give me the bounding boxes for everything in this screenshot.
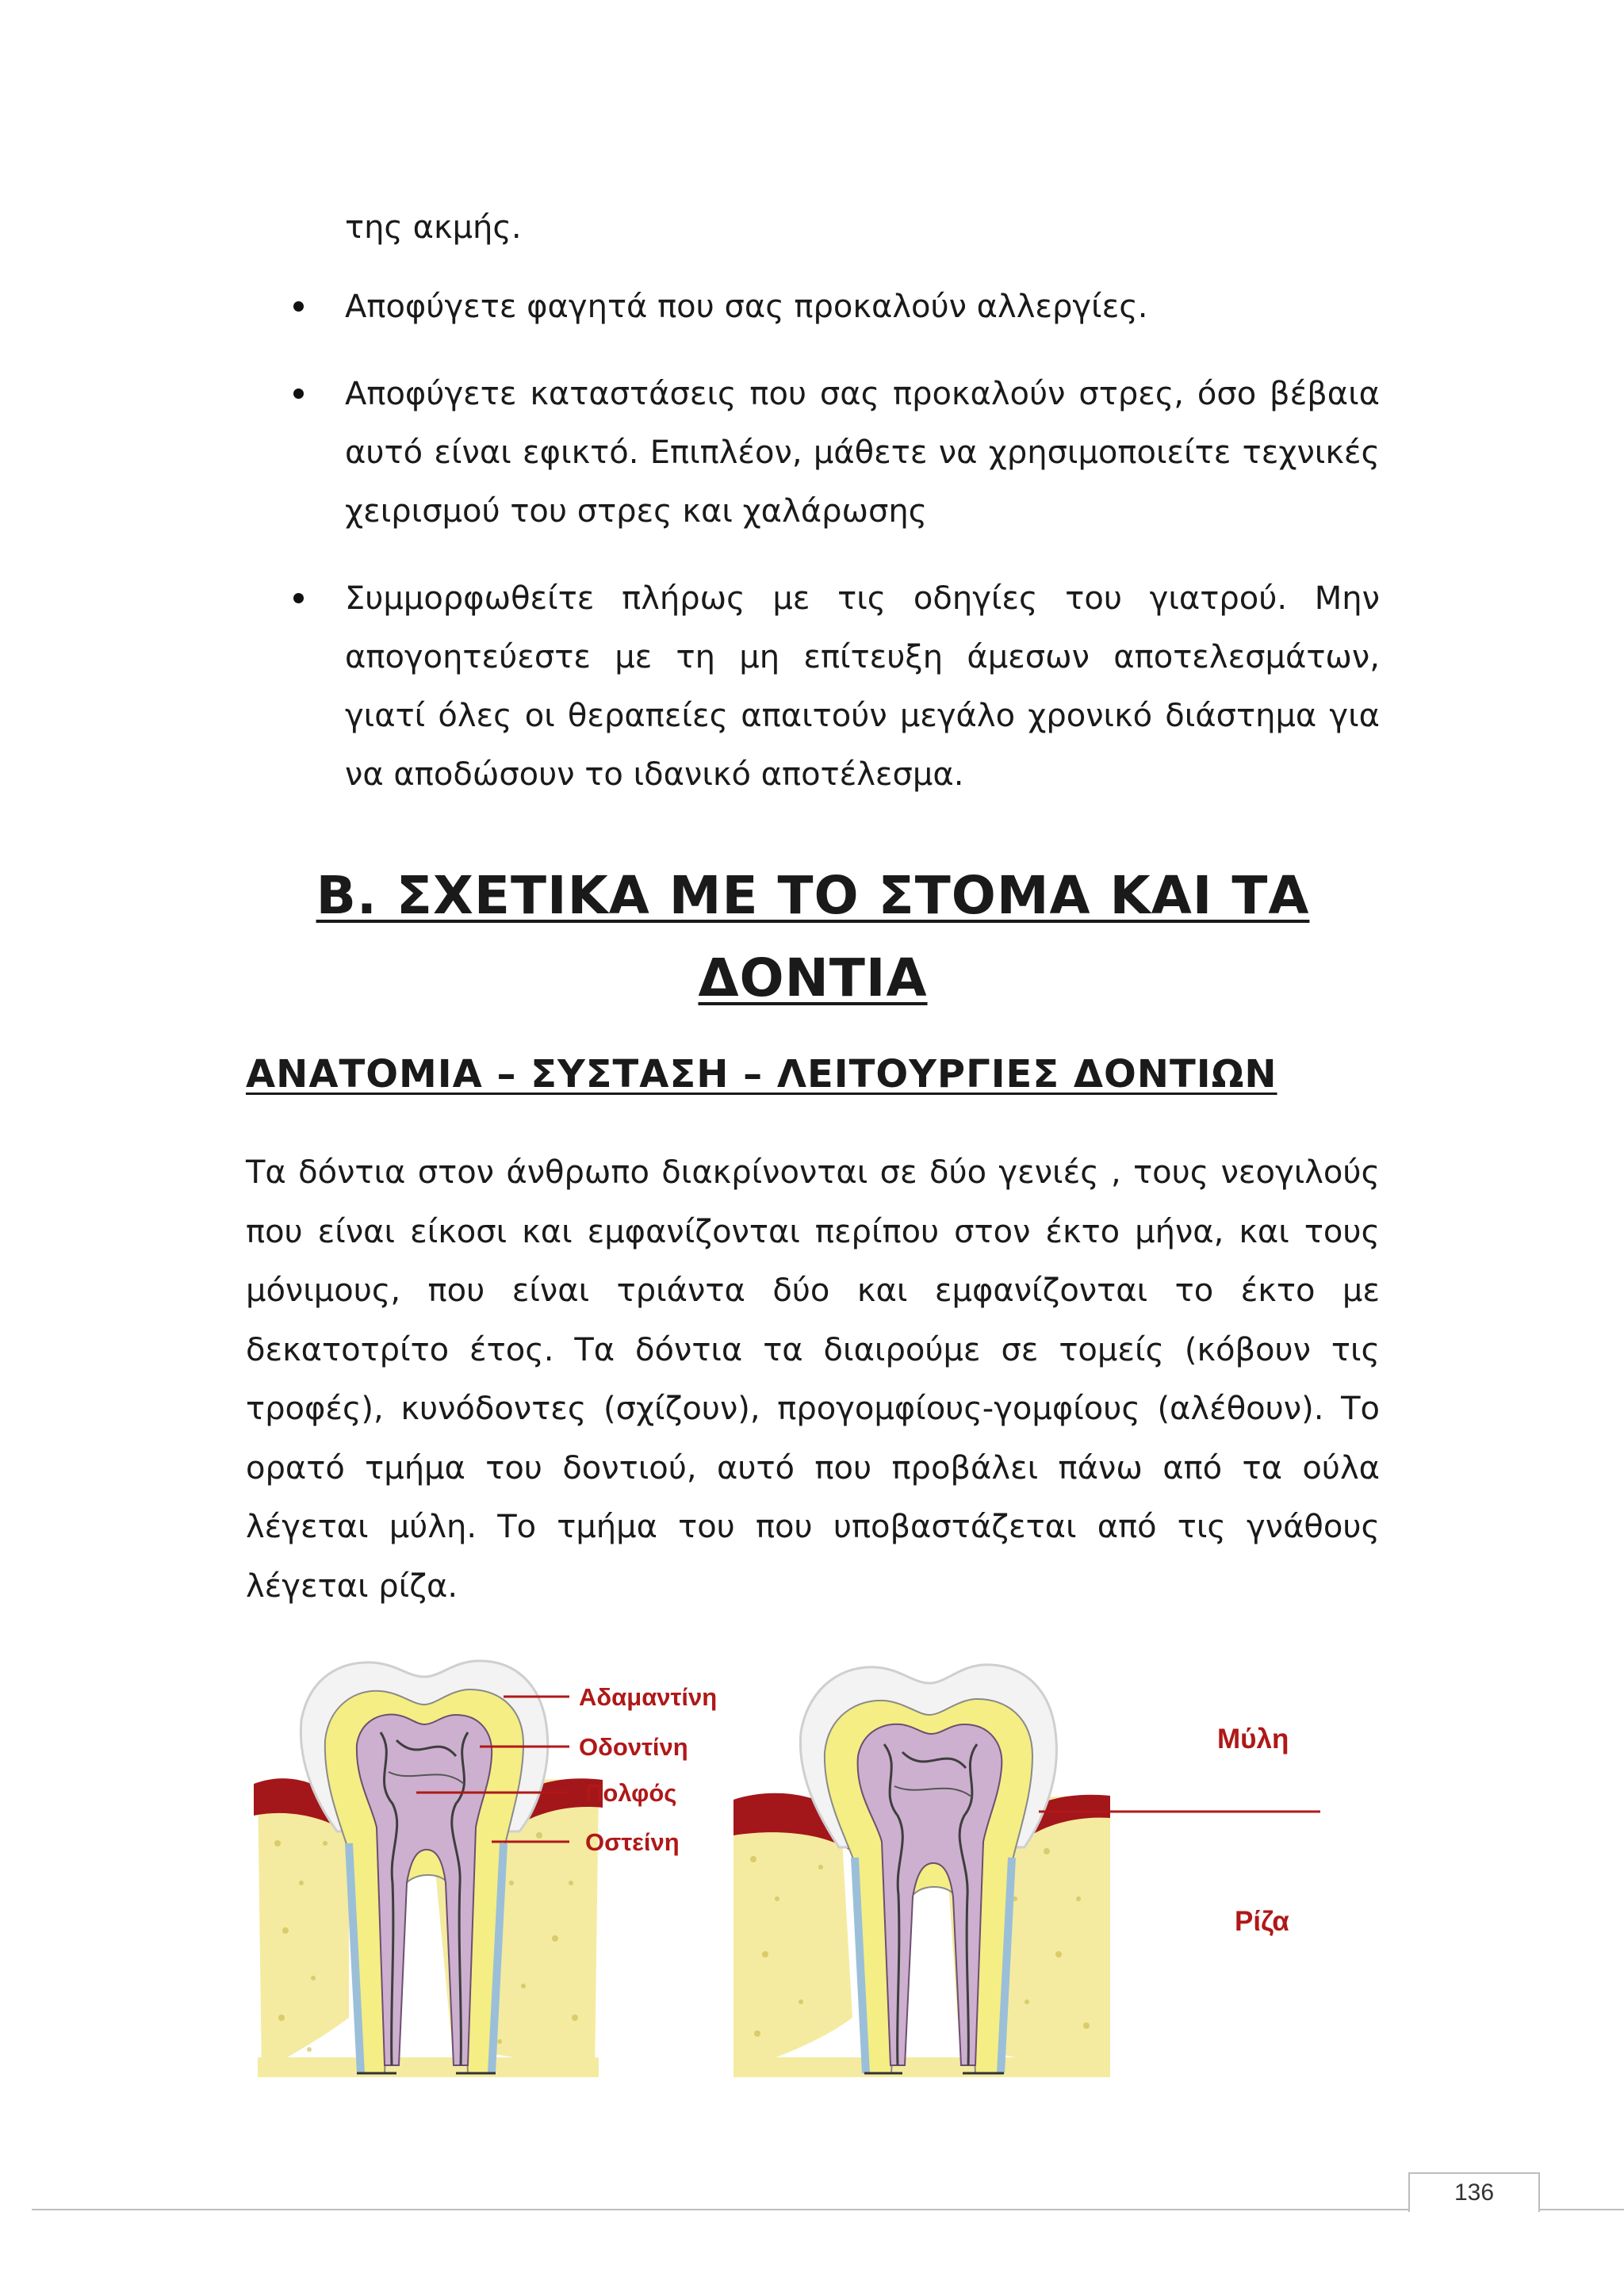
page-number: 136 [1408,2172,1540,2212]
right-tooth-illustration [733,1665,1110,2077]
list-item-text: Συμμορφωθείτε πλήρως με τις οδηγίες του γιατρού. Μην απογοητεύεστε με τη μη επίτευξη άμεσων αποτελεσμάτων, γιατί όλες οι θεραπείες απαιτούν μεγάλο χρονικό διάστημα για να αποδώσουν το ιδανικό αποτέλεσμα. [345,580,1380,793]
label-cementum: Οστείνη [585,1828,680,1856]
list-item [293,365,1380,541]
list-item [293,569,1380,804]
bullet-icon [293,388,304,399]
list-item [293,277,1380,336]
section-title [262,855,1364,1020]
section-title-line-2: ΔΟΝΤΙΑ [698,947,928,1008]
label-dentin: Οδοντίνη [579,1733,688,1761]
bullet-list [293,198,1380,832]
left-tooth-illustration [254,1661,603,2077]
list-item-text: της ακμής. [345,209,522,246]
tooth-diagram [238,1645,1411,2089]
section-title-line-1: Β. ΣΧΕΤΙΚΑ ΜΕ ΤΟ ΣΤΟΜΑ ΚΑΙ ΤΑ [316,865,1310,926]
label-root: Ρίζα [1235,1906,1289,1937]
list-item-continuation [293,198,1380,257]
label-crown: Μύλη [1217,1724,1289,1755]
body-paragraph: Τα δόντια στον άνθρωπο διακρίνονται σε δύο γενιές , τους νεογιλούς που είναι είκοσι και εμφανίζονται περίπου στον έκτο μήνα, και τους μόνιμους, που είναι τριάντα δύο και εμφανίζονται το έκτο με δεκατοτρίτο έτος. Τα δόντια τα διαιρούμε σε τομείς (κόβουν τις τροφές), κυνόδοντες (σχίζουν), προγομφίους-γομφίους (αλέθουν). Το ορατό τμήμα του δοντιού, αυτό που προβάλει πάνω από τα ούλα λέγεται μύλη. Το τμήμα του που υποβαστάζεται από τις γνάθους λέγεται ρίζα. [246,1154,1380,1605]
subsection-title: ΑΝΑΤΟΜΙΑ – ΣΥΣΤΑΣΗ – ΛΕΙΤΟΥΡΓΙΕΣ ΔΟΝΤΙΩΝ [246,1052,1277,1096]
label-pulp: Πολφός [585,1779,677,1807]
bullet-icon [293,301,304,312]
tooth-anatomy-figure [238,1645,1411,2089]
list-item-text: Αποφύγετε φαγητά που σας προκαλούν αλλεργίες. [345,289,1148,325]
footer-divider [32,2209,1624,2210]
label-enamel: Αδαμαντίνη [579,1683,718,1711]
list-item-text: Αποφύγετε καταστάσεις που σας προκαλούν στρες, όσο βέβαια αυτό είναι εφικτό. Επιπλέον, μάθετε να χρησιμοποιείτε τεχνικές χειρισμού του στρες και χαλάρωσης [345,376,1380,530]
bullet-icon [293,593,304,603]
